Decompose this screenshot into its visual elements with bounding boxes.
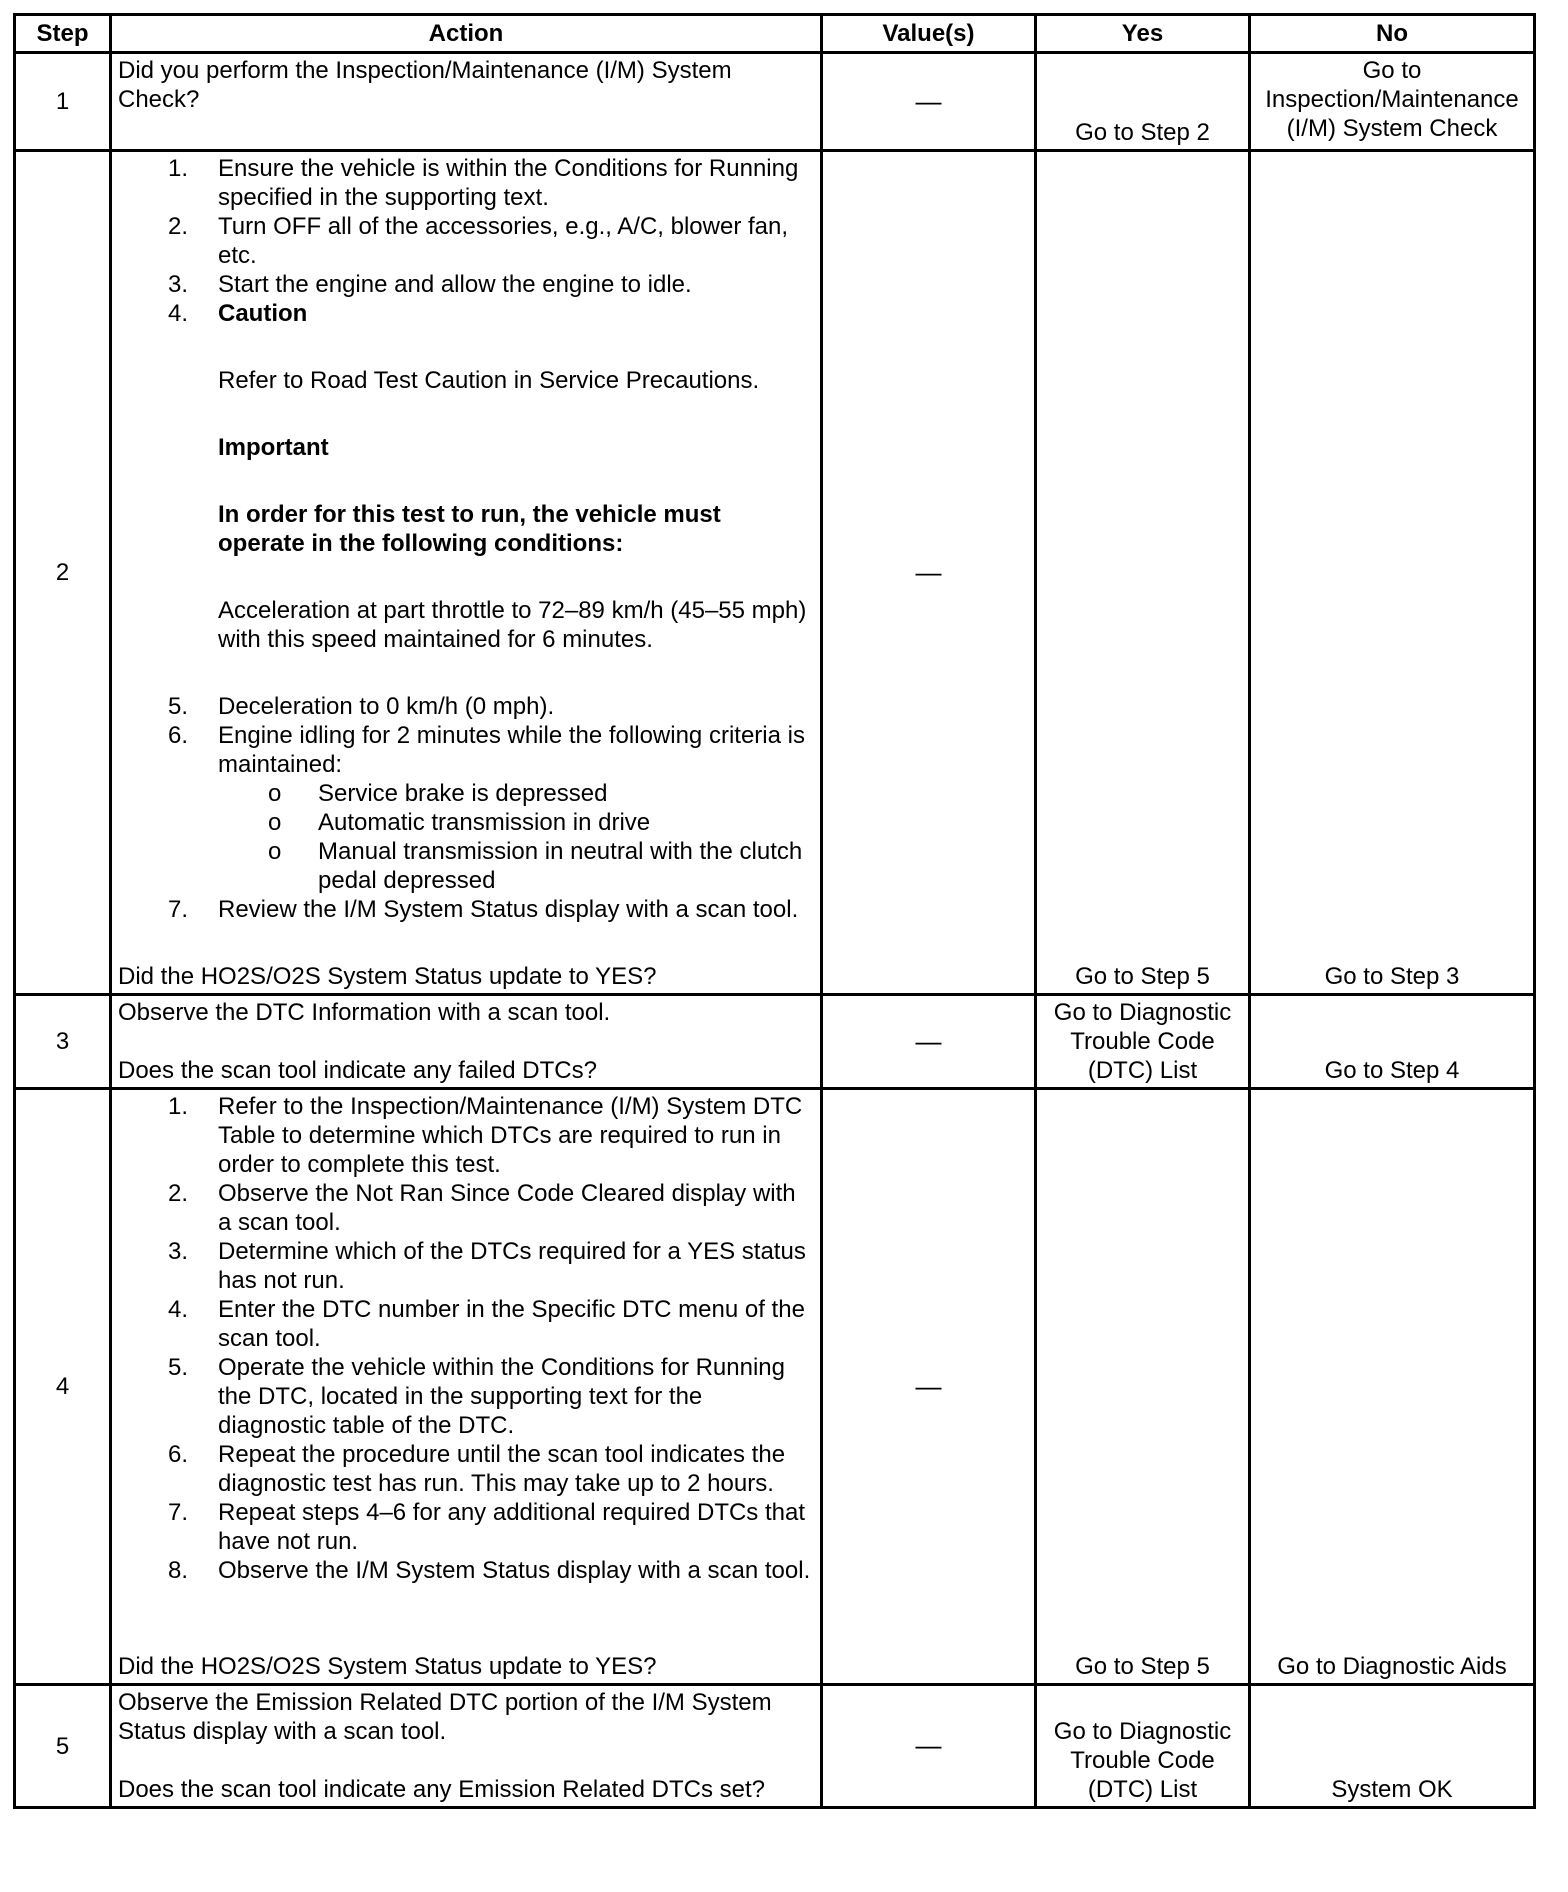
table-row-step-2 [15, 151, 1535, 995]
no-link[interactable] [1257, 56, 1527, 143]
diagnostic-table-sheet [13, 13, 1533, 1809]
caution-text: Refer to Road Test Caution in Service Precautions. [218, 367, 760, 394]
no-link-line: Go to [1362, 57, 1422, 84]
step-number: 5 [15, 1685, 111, 1808]
acceleration-text: Acceleration at part throttle to 72–89 km/h (45–55 mph) with this speed maintained for 6 minutes. [218, 597, 807, 653]
yes-link[interactable] [1043, 998, 1242, 1085]
list-item: 3. Start the engine and allow the engine to idle. [168, 271, 692, 298]
list-item: 6. Repeat the procedure until the scan tool indicates the diagnostic test has run. This may take up to 2 hours. [168, 1441, 786, 1497]
list-item: 6. Engine idling for 2 minutes while the following criteria is maintained: o Service brake is depressed o Automatic transmission in drive o Manual transmission in neutral with the clutch pedal depressed [118, 721, 814, 895]
list-item: 7. Review the I/M System Status display with a scan tool. [168, 896, 799, 923]
value-cell [822, 1685, 1036, 1808]
table-row-step-1 [15, 53, 1535, 151]
yes-link-line: (DTC) List [1087, 1057, 1198, 1084]
header-no: No [1250, 15, 1535, 53]
yes-link-line: Trouble Code [1070, 1747, 1215, 1774]
value-cell [822, 151, 1036, 995]
no-link[interactable]: Go to Step 4 [1324, 1057, 1460, 1084]
criteria-item: o Automatic transmission in drive [268, 809, 651, 836]
list-item: 5. Deceleration to 0 km/h (0 mph). [168, 693, 555, 720]
important-label: Important [218, 434, 329, 461]
action-cell [111, 1685, 822, 1808]
question-text: Does the scan tool indicate any failed DTCs? [118, 1057, 597, 1084]
header-step: Step [15, 15, 111, 53]
list-item: 3. Determine which of the DTCs required for a YES status has not run. [168, 1238, 806, 1294]
no-cell [1250, 53, 1535, 151]
yes-cell [1036, 1089, 1250, 1685]
header-yes: Yes [1036, 15, 1250, 53]
list-item: 7. Repeat steps 4–6 for any additional required DTCs that have not run. [168, 1499, 806, 1555]
yes-link[interactable]: Go to Step 5 [1075, 963, 1210, 990]
list-item: 4. Enter the DTC number in the Specific DTC menu of the scan tool. [168, 1296, 805, 1352]
yes-link[interactable]: Go to Step 2 [1075, 119, 1210, 146]
action-cell [111, 1089, 822, 1685]
no-link-line: Inspection/Maintenance [1265, 86, 1519, 113]
list-item: 2. Observe the Not Ran Since Code Cleared display with a scan tool. [168, 1180, 796, 1236]
value-cell [822, 53, 1036, 151]
question-text: Did the HO2S/O2S System Status update to YES? [118, 1653, 657, 1680]
table-row-step-4 [15, 1089, 1535, 1685]
list-item: 8. Observe the I/M System Status display with a scan tool. [168, 1557, 811, 1584]
yes-link-line: Trouble Code [1070, 1028, 1215, 1055]
yes-link-line: (DTC) List [1087, 1776, 1198, 1803]
list-item: 5. Operate the vehicle within the Conditions for Running the DTC, located in the supporting text for the diagnostic table of the DTC. [168, 1354, 785, 1439]
no-link[interactable]: System OK [1331, 1776, 1453, 1803]
no-cell [1250, 1089, 1535, 1685]
diagnostic-table [13, 13, 1536, 1809]
criteria-item: o Manual transmission in neutral with the clutch pedal depressed [268, 838, 803, 894]
value-dash: — [915, 1025, 942, 1056]
header-action: Action [111, 15, 822, 53]
question-text: Does the scan tool indicate any Emission Related DTCs set? [118, 1776, 765, 1803]
criteria-item: o Service brake is depressed [268, 780, 608, 807]
value-dash: — [915, 85, 942, 116]
list-item: 1. Refer to the Inspection/Maintenance (I/M) System DTC Table to determine which DTCs are required to run in order to complete this test. [168, 1093, 803, 1178]
no-cell [1250, 1685, 1535, 1808]
step-number: 1 [15, 53, 111, 151]
important-text: In order for this test to run, the vehicle must operate in the following conditions: [218, 501, 721, 557]
value-dash: — [915, 1370, 942, 1401]
no-link[interactable]: Go to Step 3 [1324, 963, 1460, 990]
no-cell [1250, 151, 1535, 995]
list-item: 2. Turn OFF all of the accessories, e.g., A/C, blower fan, etc. [168, 213, 789, 269]
caution-label: Caution [218, 300, 308, 327]
value-dash: — [915, 1730, 942, 1760]
header-values: Value(s) [822, 15, 1036, 53]
yes-cell [1036, 1685, 1250, 1808]
step-number: 4 [15, 1089, 111, 1685]
action-text: Did you perform the Inspection/Maintenance (I/M) System Check? [118, 57, 732, 113]
table-row-step-3 [15, 995, 1535, 1089]
yes-cell [1036, 151, 1250, 995]
instruction-list [118, 1092, 814, 1585]
instruction-list [118, 154, 814, 924]
list-item: 1. Ensure the vehicle is within the Conditions for Running specified in the supporting text. [168, 155, 799, 211]
action-cell [111, 995, 822, 1089]
yes-link[interactable]: Go to Step 5 [1075, 1653, 1210, 1680]
no-cell [1250, 995, 1535, 1089]
action-text: Observe the DTC Information with a scan tool. [118, 999, 611, 1026]
yes-link[interactable] [1043, 1717, 1242, 1804]
table-row-step-5 [15, 1685, 1535, 1808]
action-cell [111, 151, 822, 995]
value-cell [822, 1089, 1036, 1685]
no-link-line: (I/M) System Check [1286, 115, 1498, 142]
step-number: 2 [15, 151, 111, 995]
question-text: Did the HO2S/O2S System Status update to YES? [118, 963, 657, 990]
list-item: 4. Caution Refer to Road Test Caution in Service Precautions. Important In order for this test to run, the vehicle must operate in the following conditions: Acceleration at part throttle to 72–89 km/h (45–55 mph) with this speed maintained for 6 minutes. [118, 299, 814, 692]
header-row [15, 15, 1535, 53]
yes-cell [1036, 995, 1250, 1089]
action-cell [111, 53, 822, 151]
yes-link-line: Go to Diagnostic [1053, 1718, 1232, 1745]
yes-link-line: Go to Diagnostic [1053, 999, 1232, 1026]
value-dash: — [915, 556, 942, 587]
action-text: Observe the Emission Related DTC portion of the I/M System Status display with a scan tool. [118, 1689, 772, 1745]
step-number: 3 [15, 995, 111, 1089]
yes-cell [1036, 53, 1250, 151]
value-cell [822, 995, 1036, 1089]
no-link[interactable]: Go to Diagnostic Aids [1277, 1653, 1507, 1680]
criteria-list [218, 779, 814, 895]
